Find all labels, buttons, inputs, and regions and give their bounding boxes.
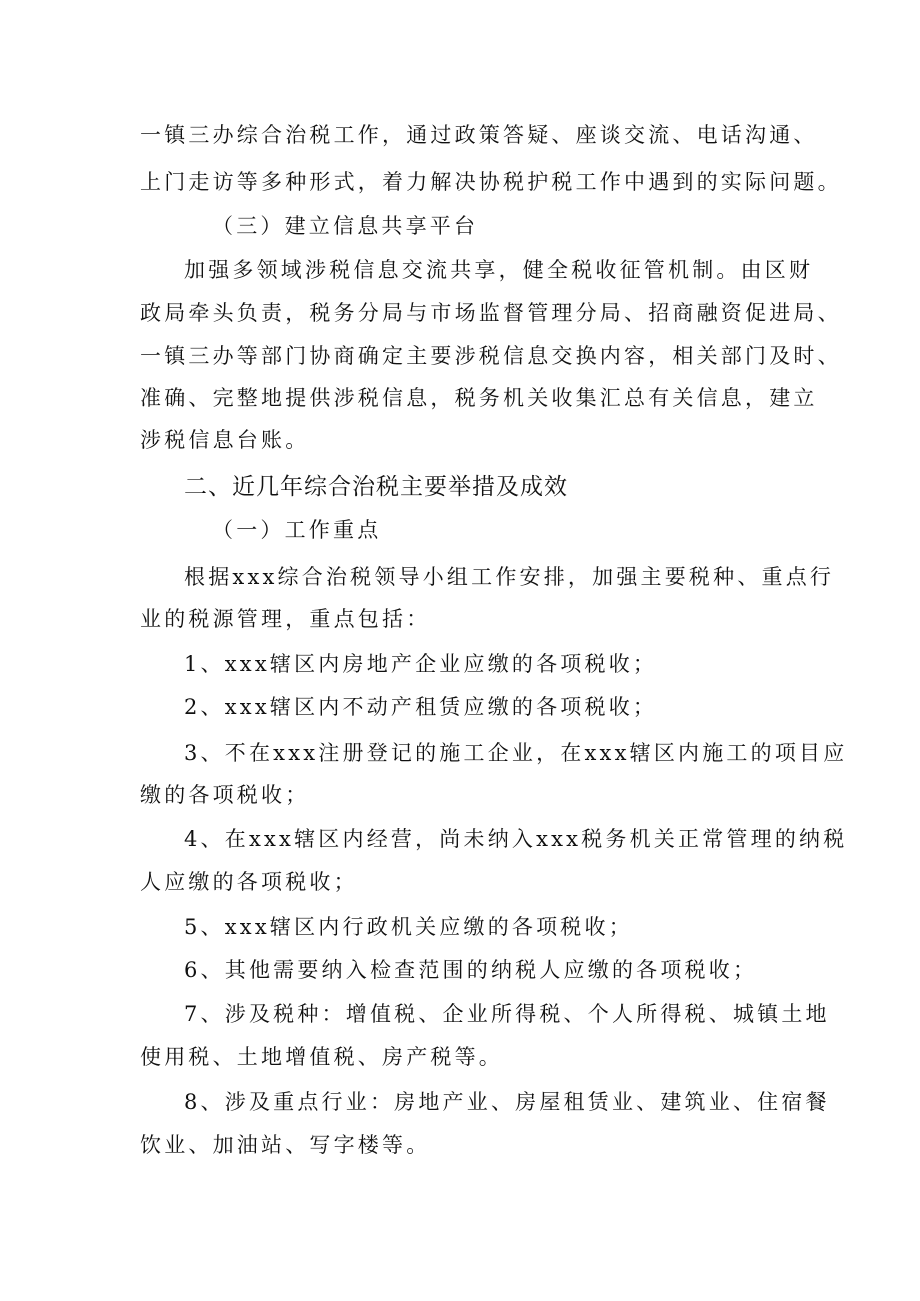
paragraph-line: 准确、完整地提供涉税信息，税务机关收集汇总有关信息，建立: [140, 386, 818, 410]
paragraph-line: 政局牵头负责，税务分局与市场监督管理分局、招商融资促进局、: [140, 301, 842, 325]
paragraph-line: 业的税源管理，重点包括：: [140, 607, 431, 631]
list-item-continuation: 缴的各项税收；: [140, 783, 310, 807]
section-subheading: （三）建立信息共享平台: [212, 214, 479, 238]
paragraph-line: 一镇三办综合治税工作，通过政策答疑、座谈交流、电话沟通、: [140, 123, 818, 147]
paragraph-line: 上门走访等多种形式，着力解决协税护税工作中遇到的实际问题。: [140, 170, 842, 194]
list-item: 8、涉及重点行业：房地产业、房屋租赁业、建筑业、住宿餐: [184, 1090, 830, 1114]
paragraph-line: 一镇三办等部门协商确定主要涉税信息交换内容，相关部门及时、: [140, 344, 842, 368]
list-item: 2、xxx辖区内不动产租赁应缴的各项税收；: [184, 695, 658, 719]
paragraph-line: 涉税信息台账。: [140, 428, 310, 452]
list-item-continuation: 饮业、加油站、写字楼等。: [140, 1133, 431, 1157]
paragraph-line: 根据xxx综合治税领导小组工作安排，加强主要税种、重点行: [184, 565, 835, 589]
list-item-continuation: 人应缴的各项税收；: [140, 870, 358, 894]
section-heading: 二、近几年综合治税主要举措及成效: [184, 474, 568, 500]
list-item-continuation: 使用税、土地增值税、房产税等。: [140, 1045, 503, 1069]
list-item: 4、在xxx辖区内经营，尚未纳入xxx税务机关正常管理的纳税: [184, 827, 848, 851]
section-subheading: （一）工作重点: [212, 518, 382, 542]
list-item: 1、xxx辖区内房地产企业应缴的各项税收；: [184, 652, 658, 676]
list-item: 3、不在xxx注册登记的施工企业，在xxx辖区内施工的项目应: [184, 741, 848, 765]
list-item: 6、其他需要纳入检查范围的纳税人应缴的各项税收；: [184, 958, 758, 982]
paragraph-line: 加强多领域涉税信息交流共享，健全税收征管机制。由区财: [184, 258, 814, 282]
list-item: 7、涉及税种：增值税、企业所得税、个人所得税、城镇土地: [184, 1002, 830, 1026]
list-item: 5、xxx辖区内行政机关应缴的各项税收；: [184, 915, 633, 939]
